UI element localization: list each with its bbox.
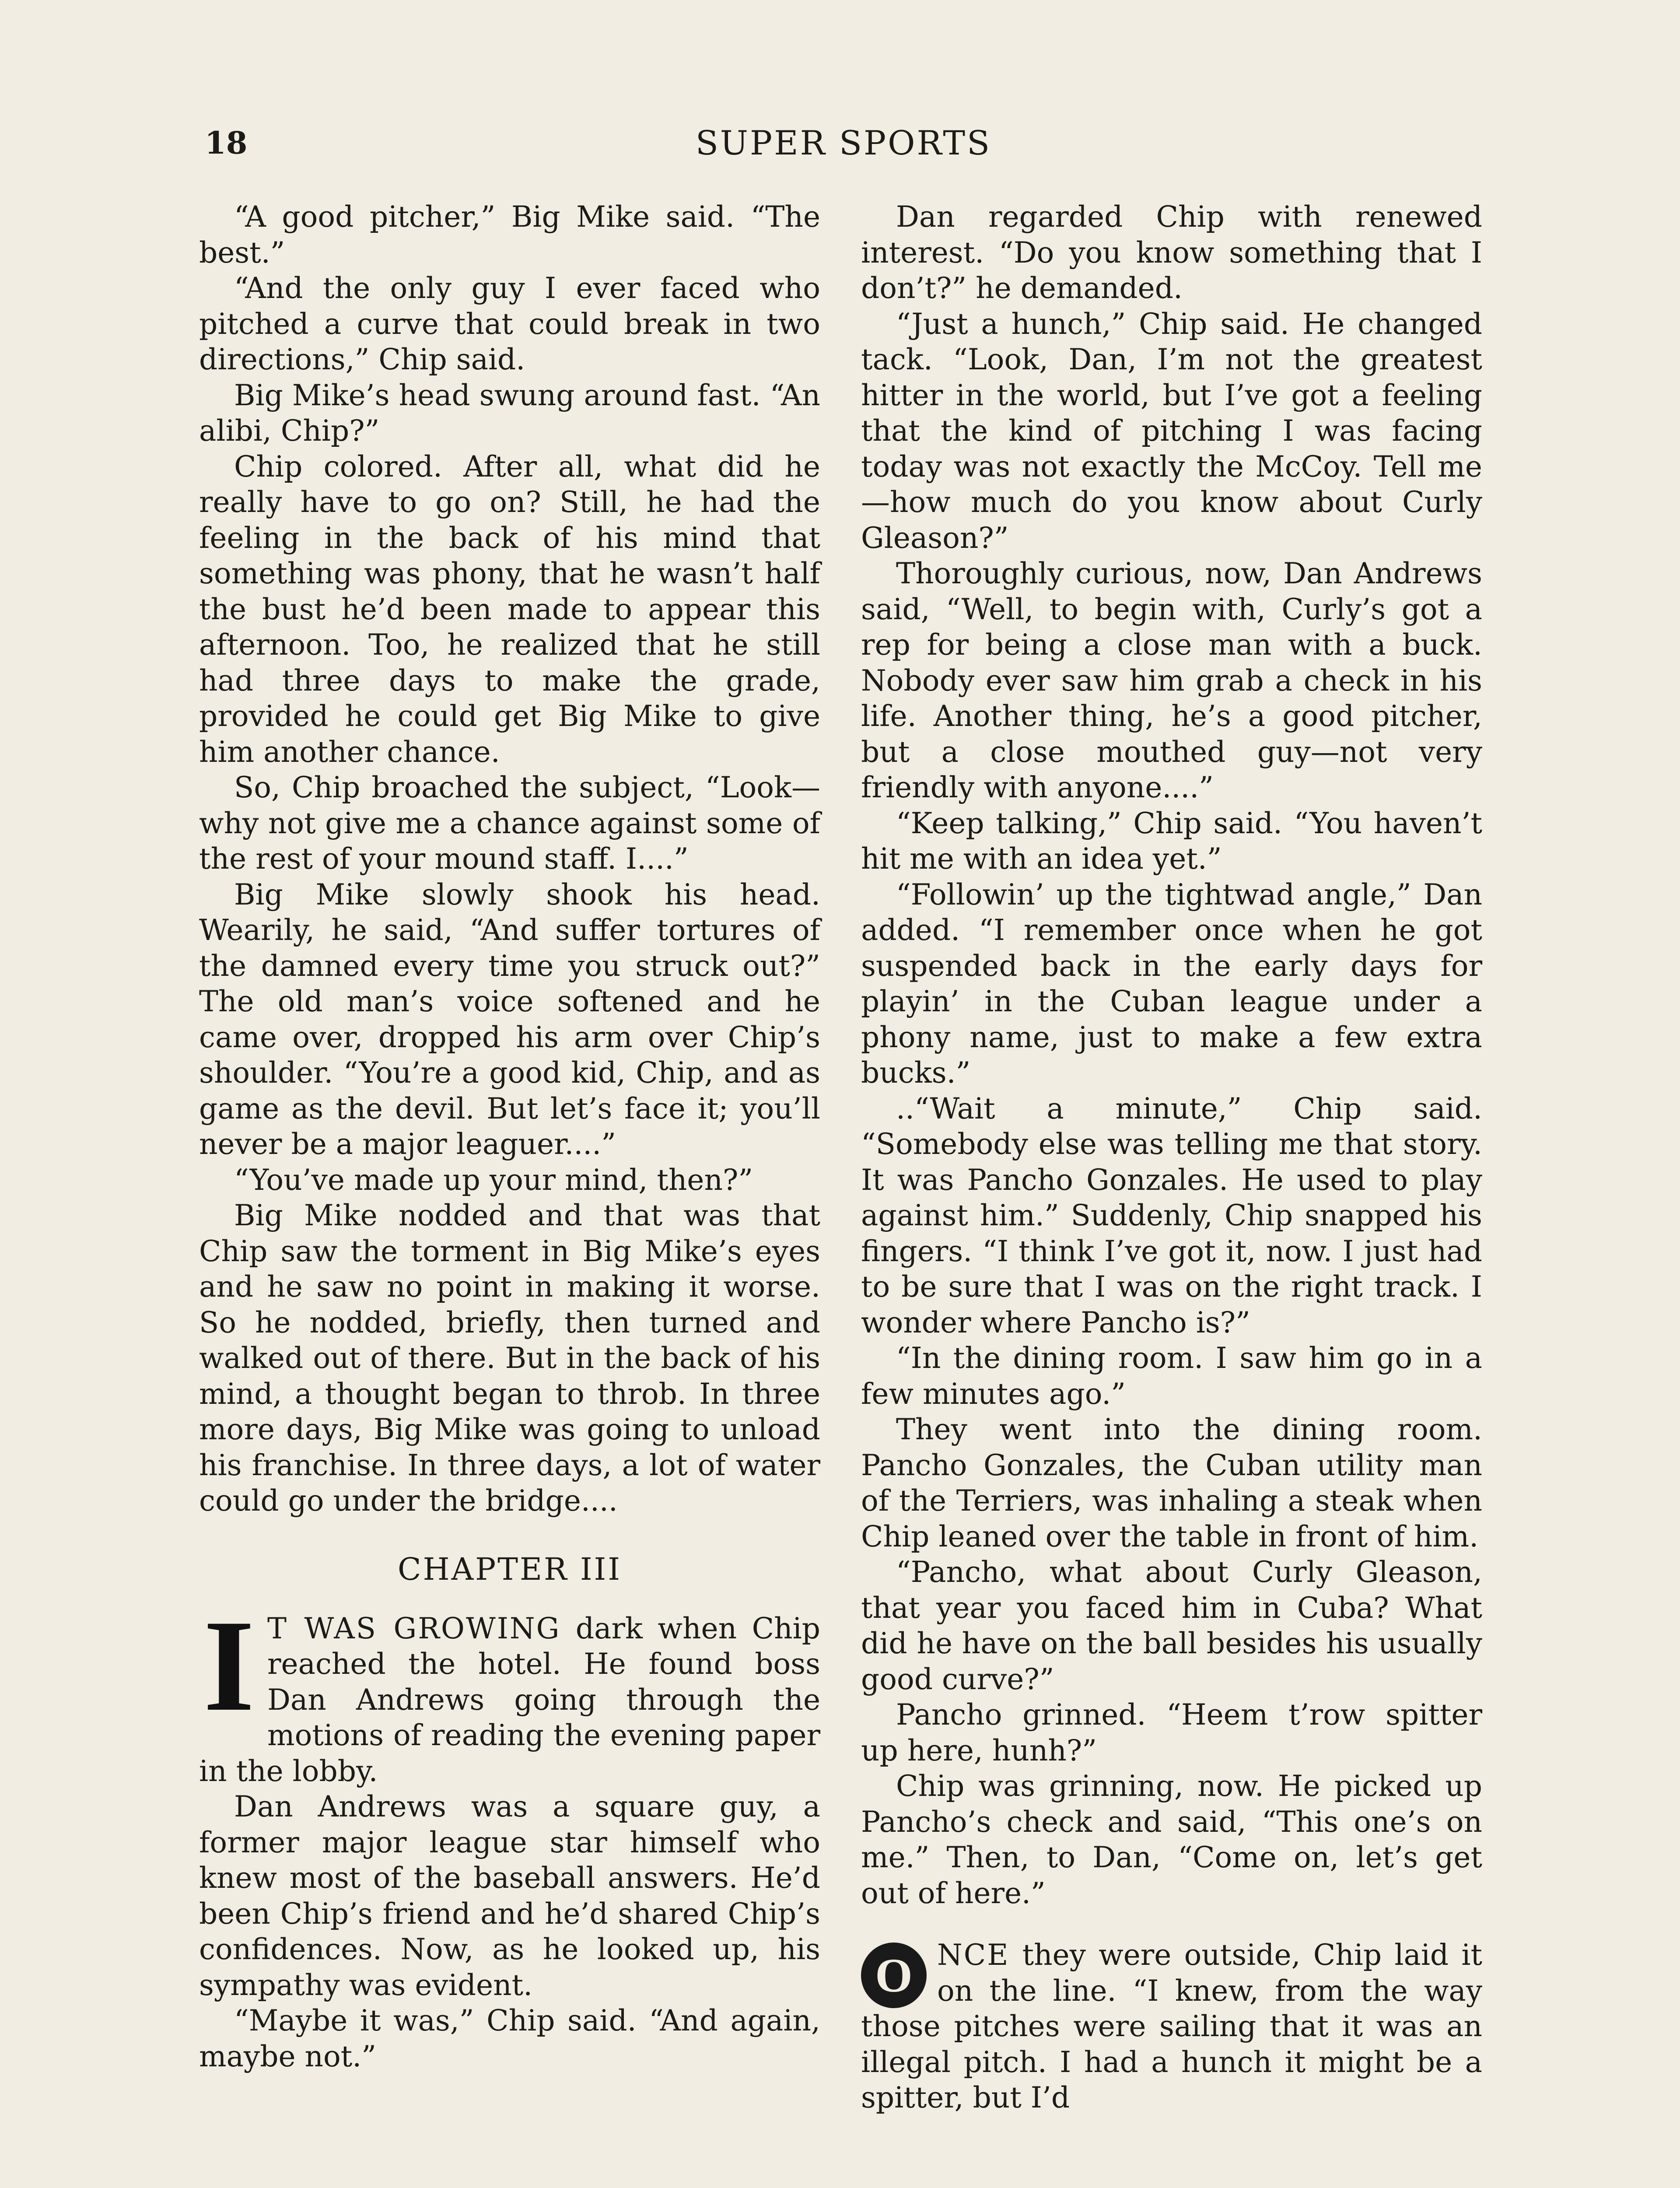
paragraph: “Pancho, what about Curly Gleason, that year you faced him in Cuba? What did he have on the ball besides his usually good curve?” — [861, 1555, 1482, 1696]
paragraph-text: dark when Chip reached the hotel. He found boss Dan Andrews going through the motions of reading the evening paper in the lobby. — [199, 1611, 821, 1788]
paragraph: “Followin’ up the tightwad angle,” Dan added. “I remember once when he got suspended back in the early days for playin’ in the Cuban league under a phony name, just to make a few extra bucks.” — [861, 877, 1482, 1090]
paragraph: “In the dining room. I saw him go in a few minutes ago.” — [861, 1341, 1482, 1411]
paragraph: Chip colored. After all, what did he really have to go on? Still, he had the feeling in the back of his mind that something was phony, that he wasn’t half the bust he’d been made to appear this afternoon. Too, he realized that he still had three days to make the grade, provided he could get Big Mike to give him another chance. — [199, 449, 820, 769]
lead-in-caps: T WAS GROWING — [267, 1611, 561, 1645]
left-column — [199, 199, 820, 2074]
paragraph: ..“Wait a minute,” Chip said. “Somebody else was telling me that story. It was Pancho Gonzales. He used to play against him.” Suddenly, Chip snapped his fingers. “I think I’ve got it, now. I just had to be sure that I was on the right track. I wonder where Pancho is?” — [861, 1091, 1482, 1339]
chapter-heading: CHAPTER III — [398, 1551, 622, 1587]
chapter-opening-paragraph — [199, 1592, 821, 1789]
lead-in-caps: NCE — [937, 1938, 1010, 1972]
drop-cap: O — [861, 1943, 927, 2008]
paragraph: “Maybe it was,” Chip said. “And again, maybe not.” — [199, 2004, 820, 2073]
paragraph: They went into the dining room. Pancho Gonzales, the Cuban utility man of the Terriers, was inhaling a steak when Chip leaned over the table in front of him. — [861, 1413, 1482, 1553]
paragraph: Big Mike slowly shook his head. Wearily, he said, “And suffer tortures of the damned every time you struck out?” The old man’s voice softened and he came over, dropped his arm over Chip’s shoulder. “You’re a good kid, Chip, and as game as the devil. But let’s face it; you’ll never be a major leaguer....” — [199, 877, 820, 1161]
paragraph-text: they were outside, Chip laid it on the line. “I knew, from the way those pitches were sailing that it was an illegal pitch. I had a hunch it might be a spitter, but I’d — [861, 1938, 1482, 2114]
paragraph: “Keep talking,” Chip said. “You haven’t hit me with an idea yet.” — [861, 806, 1482, 876]
paragraph: Dan regarded Chip with renewed interest. “Do you know something that I don’t?” he demanded. — [861, 200, 1482, 305]
running-title: SUPER SPORTS — [695, 123, 992, 162]
paragraph: “And the only guy I ever faced who pitched a curve that could break in two directions,” Chip said. — [199, 271, 820, 376]
page-header — [205, 119, 1482, 167]
paragraph: Chip was grinning, now. He picked up Pancho’s check and said, “This one’s on me.” Then, to Dan, “Come on, let’s get out of here.” — [861, 1769, 1482, 1910]
paragraph: “You’ve made up your mind, then?” — [234, 1163, 753, 1197]
paragraph: Big Mike nodded and that was that Chip saw the torment in Big Mike’s eyes and he saw no point in making it worse. So he nodded, briefly, then turned and walked out of there. But in the back of his mind, a thought began to throb. In three more days, Big Mike was going to unload his franchise. In three days, a lot of water could go under the bridge.... — [199, 1199, 820, 1518]
paragraph: Pancho grinned. “Heem t’row spitter up here, hunh?” — [861, 1698, 1482, 1767]
paragraph: So, Chip broached the subject, “Look—why not give me a chance against some of the rest of your mound staff. I....” — [199, 771, 820, 876]
section-break — [861, 1911, 1482, 1937]
section-opening-paragraph — [861, 1937, 1482, 2116]
drop-cap: I — [203, 1592, 255, 1738]
paragraph: Big Mike’s head swung around fast. “An alibi, Chip?” — [199, 378, 820, 448]
paragraph: Thoroughly curious, now, Dan Andrews said, “Well, to begin with, Curly’s got a rep for being a close man with a buck. Nobody ever saw him grab a check in his life. Another thing, he’s a good pitcher, but a close mouthed guy—not very friendly with anyone....” — [861, 557, 1482, 804]
paragraph: “A good pitcher,” Big Mike said. “The best.” — [199, 200, 820, 270]
paragraph: “Just a hunch,” Chip said. He changed tack. “Look, Dan, I’m not the greatest hitter in the world, but I’ve got a feeling that the kind of pitching I was facing today was not exactly the McCoy. Tell me—how much do you know about Curly Gleason?” — [861, 307, 1482, 555]
right-column — [861, 199, 1482, 2116]
page-number: 18 — [205, 125, 248, 161]
paragraph: Dan Andrews was a square guy, a former major league star himself who knew most of the baseball answers. He’d been Chip’s friend and he’d shared Chip’s confidences. Now, as he looked up, his sympathy was evident. — [199, 1790, 820, 2002]
